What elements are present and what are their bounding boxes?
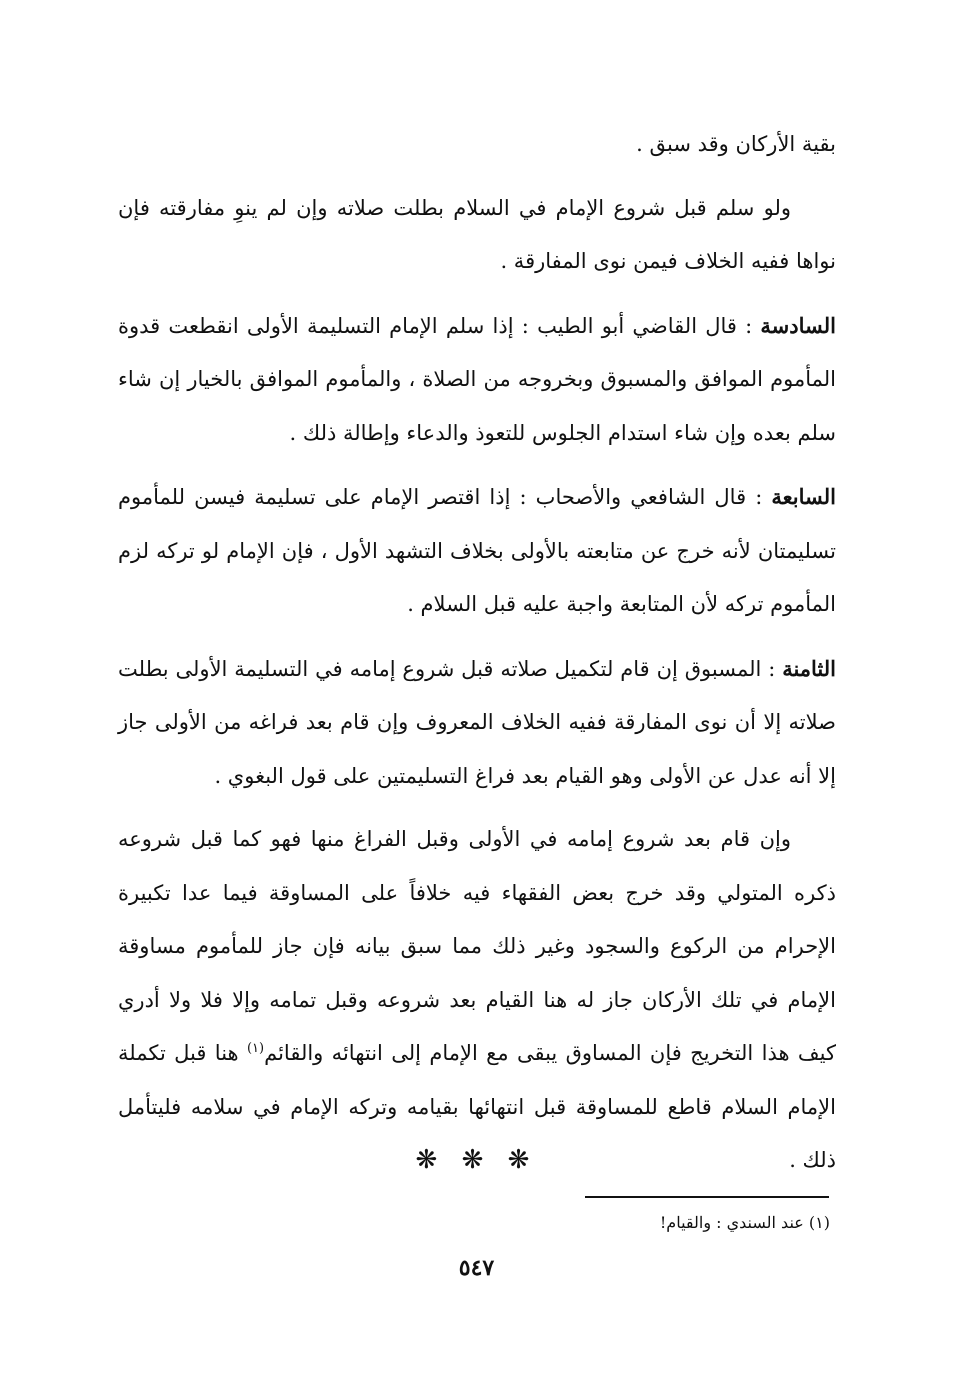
section-label: السابعة [771,484,836,509]
page-number: ٥٤٧ [458,1255,495,1281]
paragraph-text: : المسبوق إن قام لتكميل صلاته قبل شروع إمامه في التسليمة الأولى بطلت صلاته إلا أن نوى المفارقة ففيه الخلاف المعروف وإن قام بعد فراغه من الأولى جاز إلا أنه عدل عن الأولى وهو القيام بعد فراغ التسليمتين على قول البغوي . [118,656,836,788]
paragraph-final [118,813,836,1188]
paragraph-sixth [118,299,836,461]
footnote-reference[interactable]: (١) [246,1041,265,1056]
paragraph-seventh [118,470,836,632]
section-label: الثامنة [782,655,836,681]
footnote: (١) عند السندي : والقيام! [659,1213,830,1232]
footnote-divider [585,1196,829,1198]
paragraph-text: : قال القاضي أبو الطيب : إذا سلم الإمام التسليمة الأولى انقطعت قدوة المأموم الموافق والمسبوق وبخروجه من الصلاة ، والمأموم الموافق بالخيار إن شاء سلم بعده وإن شاء استدام الجلوس للتعوذ والدعاء وإطالة ذلك . [118,313,836,445]
paragraph-text: بقية الأركان وقد سبق . [636,132,836,156]
paragraph-continuation [118,118,836,172]
section-label: السادسة [760,312,836,338]
section-separator: ❋ ❋ ❋ [415,1145,538,1175]
paragraph-text: وإن قام بعد شروع إمامه في الأولى وقبل الفراغ منها فهو كما قبل شروعه ذكره المتولي وقد خرج بعض الفقهاء فيه خلافاً على المساوقة فيما عدا تكبيرة الإحرام من الركوع والسجود وغير ذلك مما سبق بيانه فإن جاز للمأموم مساوقة الإمام في تلك الأركان جاز له هنا القيام بعد شروعه وقبل تمامه وإلا فلا ولا أدري كيف هذا التخريج فإن المساوق يبقى مع الإمام إلى انتهائه والقائم [118,827,836,1065]
paragraph-text: ولو سلم قبل شروع الإمام في السلام بطلت صلاته وإن لم ينوِ مفارقته فإن نواها ففيه الخلاف فيمن نوى المفارقة . [118,195,836,273]
paragraph-text: : قال الشافعي والأصحاب : إذا اقتصر الإمام على تسليمة فيسن للمأموم تسليمتان لأنه خرج عن متابعته بالأولى بخلاف التشهد الأول ، فإن الإمام لو تركه لزم المأموم تركه لأن المتابعة واجبة عليه قبل السلام . [118,485,836,616]
paragraph-text: هنا قبل تكملة الإمام السلام قاطع للمساوقة قبل انتهائها بقيامه وتركه الإمام في سلامه فليتأمل ذلك . [118,1041,836,1172]
paragraph-salam-before-imam [118,182,836,289]
paragraph-eighth [118,642,836,804]
main-text [118,118,836,1198]
